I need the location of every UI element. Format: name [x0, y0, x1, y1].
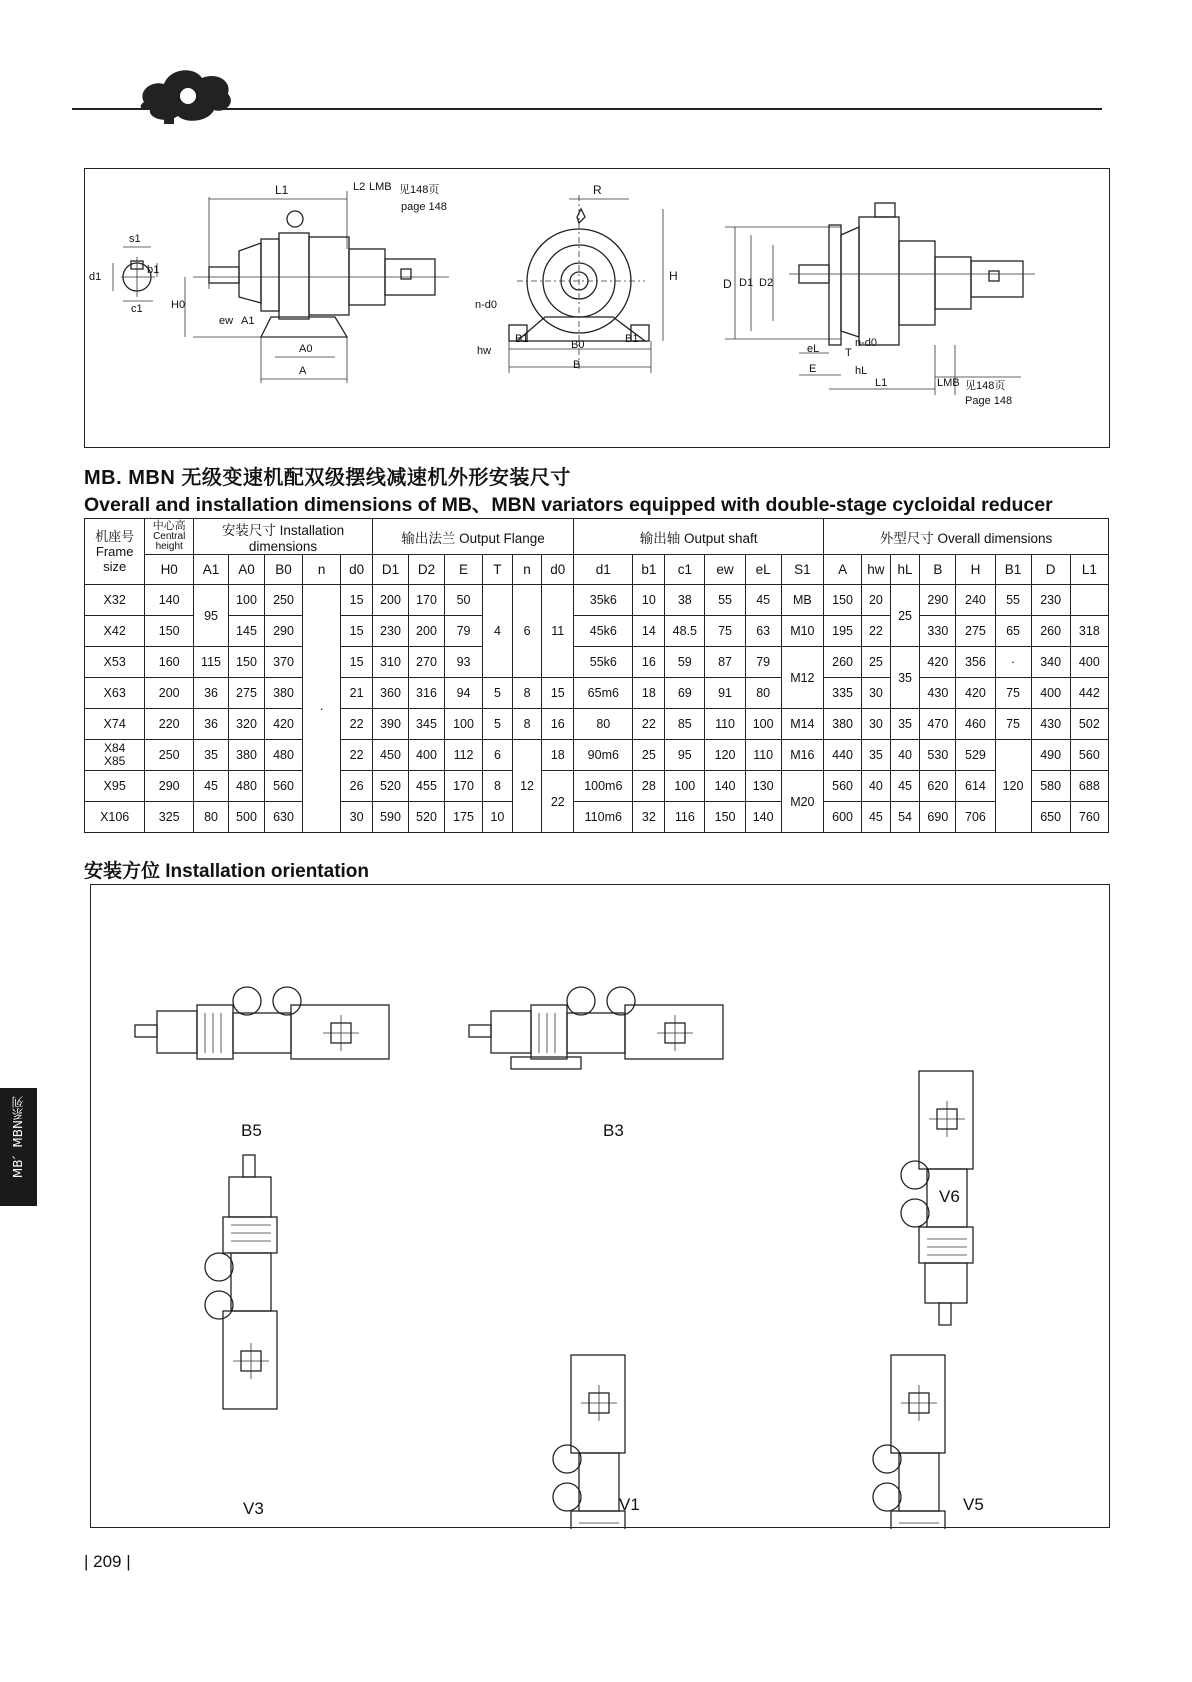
table-row [85, 616, 1109, 647]
col-A: A [824, 555, 862, 585]
cell-B1: 120 [995, 740, 1031, 833]
cell-D1: 230 [372, 616, 408, 647]
cell-ew: 140 [705, 771, 745, 802]
cell-H0: 160 [145, 647, 194, 678]
cell-c1: 69 [665, 678, 705, 709]
cell-D1: 360 [372, 678, 408, 709]
cell-c1: 85 [665, 709, 705, 740]
cell-S1: M20 [781, 771, 823, 833]
cell-A: 440 [824, 740, 862, 771]
cell-B1: 75 [995, 709, 1031, 740]
cell-n-flange: 6 [512, 585, 542, 678]
header-output-shaft: 输出轴 Output shaft [574, 519, 824, 555]
orientation-v6-drawing [901, 1071, 973, 1325]
cell-L1 [1070, 585, 1108, 616]
table-row [85, 740, 1109, 771]
cell-A1: 36 [194, 709, 229, 740]
col-eL: eL [745, 555, 781, 585]
cell-B1: · [995, 647, 1031, 678]
col-hL: hL [890, 555, 920, 585]
cell-L1: 760 [1070, 802, 1108, 833]
col-L1: L1 [1070, 555, 1108, 585]
cell-H: 460 [956, 709, 995, 740]
cell-D2: 316 [408, 678, 444, 709]
label-n-d0: n-d0 [475, 299, 498, 311]
orientation-label-v3: V3 [243, 1499, 264, 1518]
col-hw: hw [862, 555, 891, 585]
cell-H: 420 [956, 678, 995, 709]
cell-D2: 345 [408, 709, 444, 740]
orientation-box [90, 884, 1110, 1528]
cell-A: 335 [824, 678, 862, 709]
cell-hL: 40 [890, 740, 920, 771]
cell-ew: 75 [705, 616, 745, 647]
col-D1: D1 [372, 555, 408, 585]
label-page-148: page 148 [401, 201, 447, 213]
label-ew: ew [219, 315, 234, 327]
cell-E: 94 [444, 678, 482, 709]
cell-T: 5 [483, 709, 513, 740]
cell-hL: 35 [890, 647, 920, 709]
frame-cell: X42 [85, 616, 145, 647]
cell-A: 560 [824, 771, 862, 802]
cell-S1: M16 [781, 740, 823, 771]
cell-A0: 275 [228, 678, 264, 709]
cell-c1: 59 [665, 647, 705, 678]
label-H0: H0 [171, 299, 186, 311]
label-B0: B0 [571, 339, 585, 351]
cell-T: 6 [483, 740, 513, 771]
cell-D: 430 [1031, 709, 1070, 740]
col-ew: ew [705, 555, 745, 585]
cell-E: 50 [444, 585, 482, 616]
cell-n-flange: 12 [512, 740, 542, 833]
label-LMB-flange: LMB [937, 377, 960, 389]
cell-L1: 688 [1070, 771, 1108, 802]
cell-B0: 370 [264, 647, 302, 678]
header-output-flange: 输出法兰 Output Flange [372, 519, 573, 555]
cell-hw: 25 [862, 647, 891, 678]
cell-b1: 10 [633, 585, 665, 616]
cell-d0: 21 [341, 678, 373, 709]
cell-ew: 150 [705, 802, 745, 833]
cell-D: 400 [1031, 678, 1070, 709]
label-B: B [573, 359, 581, 371]
cell-A0: 380 [228, 740, 264, 771]
brand-logo [130, 62, 240, 132]
cell-d1: 80 [574, 709, 633, 740]
cell-d1: 35k6 [574, 585, 633, 616]
cell-eL: 130 [745, 771, 781, 802]
cell-H: 614 [956, 771, 995, 802]
label-page-148-flange: Page 148 [965, 395, 1013, 407]
cell-b1: 22 [633, 709, 665, 740]
cell-D: 490 [1031, 740, 1070, 771]
cell-T: 5 [483, 678, 513, 709]
cell-B0: 250 [264, 585, 302, 616]
col-H: H [956, 555, 995, 585]
label-A0: A0 [299, 343, 313, 355]
cell-A: 600 [824, 802, 862, 833]
cell-A0: 480 [228, 771, 264, 802]
label-s1: s1 [129, 233, 141, 245]
table-row [85, 709, 1109, 740]
label-H: H [669, 269, 678, 283]
col-T: T [483, 555, 513, 585]
cell-A0: 145 [228, 616, 264, 647]
label-A1: A1 [241, 315, 255, 327]
cell-D1: 310 [372, 647, 408, 678]
label-eL: eL [807, 343, 820, 355]
header-central-height: 中心高 Central height [145, 519, 194, 555]
cell-A1: 35 [194, 740, 229, 771]
cell-hL: 54 [890, 802, 920, 833]
label-B1-right: B1 [625, 333, 639, 345]
cell-hL: 45 [890, 771, 920, 802]
col-d0-flange: d0 [542, 555, 574, 585]
cell-B: 620 [920, 771, 956, 802]
col-D2: D2 [408, 555, 444, 585]
cell-d0-flange: 22 [542, 771, 574, 833]
cell-B0: 630 [264, 802, 302, 833]
label-E: E [809, 363, 817, 375]
cell-D2: 400 [408, 740, 444, 771]
cell-D1: 200 [372, 585, 408, 616]
cell-H0: 290 [145, 771, 194, 802]
cell-d0: 30 [341, 802, 373, 833]
cell-n-flange: 8 [512, 709, 542, 740]
label-A: A [299, 365, 307, 377]
cell-S1: M12 [781, 647, 823, 709]
header-rule [72, 108, 1102, 110]
label-R: R [593, 183, 602, 197]
cell-A1: 115 [194, 647, 229, 678]
col-E: E [444, 555, 482, 585]
frame-cell: X53 [85, 647, 145, 678]
cell-D1: 390 [372, 709, 408, 740]
header-overall: 外型尺寸 Overall dimensions [824, 519, 1109, 555]
cell-D: 340 [1031, 647, 1070, 678]
cell-D: 260 [1031, 616, 1070, 647]
cell-ew: 87 [705, 647, 745, 678]
header-frame-size: 机座号 Frame size [85, 519, 145, 585]
cell-A: 260 [824, 647, 862, 678]
col-d0: d0 [341, 555, 373, 585]
cell-d1: 90m6 [574, 740, 633, 771]
cell-eL: 45 [745, 585, 781, 616]
cell-T: 4 [483, 585, 513, 678]
label-n-d0-flange: n-d0 [855, 337, 878, 349]
cell-d0-flange: 18 [542, 740, 574, 771]
cell-hL: 35 [890, 709, 920, 740]
table-row [85, 678, 1109, 709]
cell-d0-flange: 15 [542, 678, 574, 709]
table-row [85, 802, 1109, 833]
cell-B0: 560 [264, 771, 302, 802]
cell-A0: 100 [228, 585, 264, 616]
cell-d0: 26 [341, 771, 373, 802]
orientation-drawings [91, 885, 1111, 1529]
orientation-label-b3: B3 [603, 1121, 624, 1140]
cell-n: · [303, 585, 341, 833]
dimension-drawing [84, 168, 1110, 448]
cell-A: 380 [824, 709, 862, 740]
cell-B: 430 [920, 678, 956, 709]
cell-d0-flange: 16 [542, 709, 574, 740]
label-d1: d1 [89, 271, 102, 283]
cell-b1: 32 [633, 802, 665, 833]
table-row [85, 585, 1109, 616]
cell-H0: 150 [145, 616, 194, 647]
orientation-b3-drawing [469, 987, 723, 1059]
cell-L1: 442 [1070, 678, 1108, 709]
cell-d1: 45k6 [574, 616, 633, 647]
cell-eL: 110 [745, 740, 781, 771]
cell-A0: 150 [228, 647, 264, 678]
cell-hw: 30 [862, 678, 891, 709]
col-A1: A1 [194, 555, 229, 585]
cell-H: 240 [956, 585, 995, 616]
cell-H0: 140 [145, 585, 194, 616]
cell-eL: 100 [745, 709, 781, 740]
cell-B: 420 [920, 647, 956, 678]
frame-cell: X106 [85, 802, 145, 833]
col-D: D [1031, 555, 1070, 585]
label-b1: b1 [147, 264, 160, 276]
label-see-148: 见148页 [399, 184, 440, 196]
frame-cell: X63 [85, 678, 145, 709]
cell-E: 112 [444, 740, 482, 771]
cell-d1: 110m6 [574, 802, 633, 833]
col-S1: S1 [781, 555, 823, 585]
orientation-title: 安装方位 Installation orientation [84, 861, 370, 882]
cell-D2: 455 [408, 771, 444, 802]
orientation-v5-drawing [873, 1355, 945, 1529]
cell-n-flange: 8 [512, 678, 542, 709]
cell-b1: 16 [633, 647, 665, 678]
page-number: | 209 | [84, 1552, 131, 1571]
frame-cell: X95 [85, 771, 145, 802]
cell-eL: 63 [745, 616, 781, 647]
cell-D1: 520 [372, 771, 408, 802]
cell-B1: 75 [995, 678, 1031, 709]
cell-B0: 380 [264, 678, 302, 709]
cell-d1: 100m6 [574, 771, 633, 802]
cell-E: 93 [444, 647, 482, 678]
cell-D: 230 [1031, 585, 1070, 616]
cell-D2: 520 [408, 802, 444, 833]
cell-d0: 22 [341, 740, 373, 771]
cell-A: 150 [824, 585, 862, 616]
label-L2: L2 [353, 181, 366, 193]
cell-d0: 22 [341, 709, 373, 740]
cell-d0: 15 [341, 585, 373, 616]
label-B1-left: B1 [515, 333, 529, 345]
orientation-label-v5: V5 [963, 1495, 984, 1514]
cell-c1: 48.5 [665, 616, 705, 647]
title-chinese: MB. MBN 无级变速机配双级摆线减速机外形安装尺寸 [84, 467, 571, 489]
cell-D: 580 [1031, 771, 1070, 802]
cell-L1: 502 [1070, 709, 1108, 740]
cell-L1: 318 [1070, 616, 1108, 647]
cell-d1: 65m6 [574, 678, 633, 709]
frame-cell: X84 X85 [85, 740, 145, 771]
orientation-v1-drawing [553, 1355, 625, 1529]
cell-A0: 320 [228, 709, 264, 740]
col-B: B [920, 555, 956, 585]
cell-H: 529 [956, 740, 995, 771]
cell-ew: 55 [705, 585, 745, 616]
col-B1: B1 [995, 555, 1031, 585]
cell-B: 330 [920, 616, 956, 647]
cell-ew: 120 [705, 740, 745, 771]
cell-S1: M14 [781, 709, 823, 740]
cell-c1: 95 [665, 740, 705, 771]
orientation-label-b5: B5 [241, 1121, 262, 1140]
col-H0: H0 [145, 555, 194, 585]
title-english: Overall and installation dimensions of MB、MBN variators equipped with double-stage cycloidal reducer [84, 494, 1053, 516]
cell-b1: 28 [633, 771, 665, 802]
cell-H: 275 [956, 616, 995, 647]
cell-A: 195 [824, 616, 862, 647]
cell-H: 706 [956, 802, 995, 833]
cell-S1: MB [781, 585, 823, 616]
cell-D2: 270 [408, 647, 444, 678]
cell-hw: 45 [862, 802, 891, 833]
cell-hw: 40 [862, 771, 891, 802]
cell-B0: 480 [264, 740, 302, 771]
cell-b1: 25 [633, 740, 665, 771]
cell-E: 100 [444, 709, 482, 740]
cell-T: 10 [483, 802, 513, 833]
label-D: D [723, 277, 732, 291]
cell-A1: 80 [194, 802, 229, 833]
cell-D1: 590 [372, 802, 408, 833]
label-D2-flange: D2 [759, 277, 774, 289]
label-D1-flange: D1 [739, 277, 754, 289]
cell-A1: 36 [194, 678, 229, 709]
cell-ew: 91 [705, 678, 745, 709]
cell-B0: 290 [264, 616, 302, 647]
cell-hw: 22 [862, 616, 891, 647]
cell-hw: 30 [862, 709, 891, 740]
cell-eL: 80 [745, 678, 781, 709]
header-installation: 安装尺寸 Installation dimensions [194, 519, 373, 555]
cell-E: 170 [444, 771, 482, 802]
label-see-148-flange: 见148页 [965, 380, 1006, 392]
cell-H0: 200 [145, 678, 194, 709]
label-L1: L1 [275, 183, 289, 197]
cell-D: 650 [1031, 802, 1070, 833]
dimension-table [84, 518, 1109, 833]
cell-ew: 110 [705, 709, 745, 740]
cell-c1: 116 [665, 802, 705, 833]
cell-A0: 500 [228, 802, 264, 833]
orientation-v3-drawing [205, 1155, 277, 1409]
cell-c1: 100 [665, 771, 705, 802]
col-n-flange: n [512, 555, 542, 585]
cell-d1: 55k6 [574, 647, 633, 678]
label-T: T [845, 347, 852, 359]
col-B0: B0 [264, 555, 302, 585]
cell-b1: 18 [633, 678, 665, 709]
cell-B: 530 [920, 740, 956, 771]
cell-D2: 200 [408, 616, 444, 647]
label-L1-flange: L1 [875, 377, 888, 389]
cell-hw: 35 [862, 740, 891, 771]
label-hw: hw [477, 345, 492, 357]
cell-A1: 45 [194, 771, 229, 802]
cell-B: 690 [920, 802, 956, 833]
cell-b1: 14 [633, 616, 665, 647]
orientation-label-v1: V1 [619, 1495, 640, 1514]
frame-cell: X74 [85, 709, 145, 740]
table-row [85, 771, 1109, 802]
drawing-lines [85, 169, 1111, 449]
cell-D1: 450 [372, 740, 408, 771]
frame-cell: X32 [85, 585, 145, 616]
orientation-b5-drawing [135, 987, 389, 1059]
label-c1: c1 [131, 303, 143, 315]
cell-hw: 20 [862, 585, 891, 616]
cell-H0: 220 [145, 709, 194, 740]
cell-L1: 560 [1070, 740, 1108, 771]
cell-d0: 15 [341, 616, 373, 647]
cell-d0-flange: 11 [542, 585, 574, 678]
cell-S1: M10 [781, 616, 823, 647]
cell-B: 470 [920, 709, 956, 740]
cell-L1: 400 [1070, 647, 1108, 678]
cell-T: 8 [483, 771, 513, 802]
col-c1: c1 [665, 555, 705, 585]
cell-H0: 250 [145, 740, 194, 771]
col-A0: A0 [228, 555, 264, 585]
cell-E: 79 [444, 616, 482, 647]
label-hL: hL [855, 365, 868, 377]
cell-B0: 420 [264, 709, 302, 740]
cell-eL: 140 [745, 802, 781, 833]
col-d1: d1 [574, 555, 633, 585]
col-n: n [303, 555, 341, 585]
cell-hL: 25 [890, 585, 920, 647]
cell-D2: 170 [408, 585, 444, 616]
cell-B: 290 [920, 585, 956, 616]
orientation-label-v6: V6 [939, 1187, 960, 1206]
label-LMB: LMB [369, 181, 392, 193]
cell-c1: 38 [665, 585, 705, 616]
table-row [85, 647, 1109, 678]
cell-H: 356 [956, 647, 995, 678]
cell-eL: 79 [745, 647, 781, 678]
col-b1: b1 [633, 555, 665, 585]
cell-E: 175 [444, 802, 482, 833]
cell-d0: 15 [341, 647, 373, 678]
series-side-tab: MB、MBN系列 [0, 1088, 37, 1206]
cell-H0: 325 [145, 802, 194, 833]
cell-A1: 95 [194, 585, 229, 647]
cell-B1: 55 [995, 585, 1031, 616]
cell-B1: 65 [995, 616, 1031, 647]
